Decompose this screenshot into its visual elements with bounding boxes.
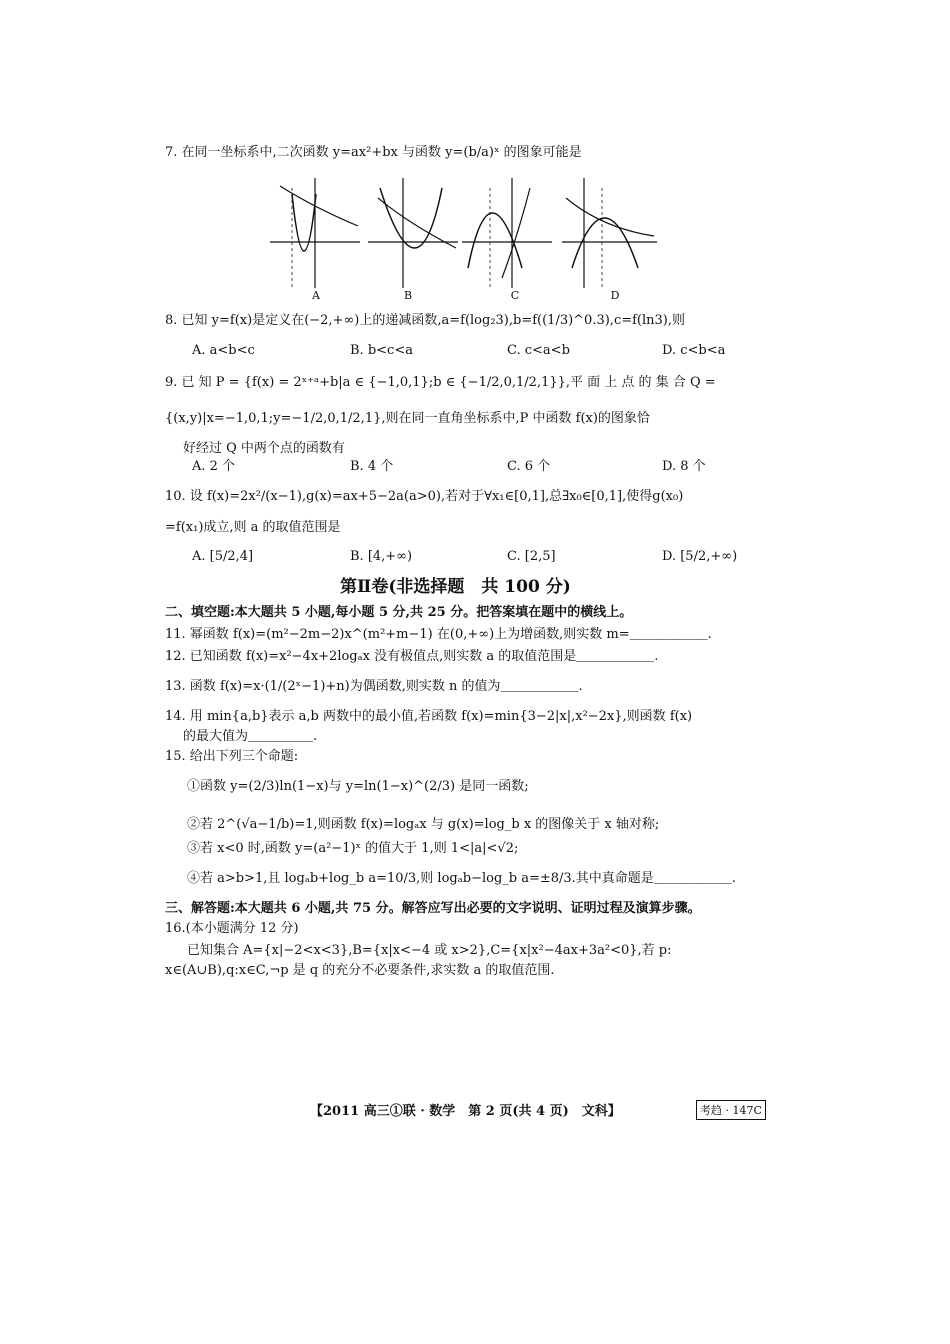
graph-d-label: D bbox=[610, 289, 620, 302]
q10-line1: 10. 设 f(x)=2x²/(x−1),g(x)=ax+5−2a(a>0),若对于∀x₁∈[0,1],总∃x₀∈[0,1],使得g(x₀) bbox=[165, 489, 684, 504]
graph-a bbox=[270, 178, 360, 288]
q9-line1: 9. 已 知 P = {f(x) = 2ˣ⁺ᵃ+b|a ∈ {−1,0,1};b ∈ {−1/2,0,1/2,1}},平 面 上 点 的 集 合 Q = bbox=[165, 375, 716, 390]
q9-option-c: C. 6 个 bbox=[507, 459, 551, 474]
q7-text: 7. 在同一坐标系中,二次函数 y=ax²+bx 与函数 y=(b/a)ˣ 的图象可能是 bbox=[165, 145, 582, 160]
q10-option-a: A. [5/2,4] bbox=[192, 549, 254, 564]
q15-item-1: ①函数 y=(2/3)ln(1−x)与 y=ln(1−x)^(2/3) 是同一函数; bbox=[187, 779, 529, 794]
q11-text: 11. 幂函数 f(x)=(m²−2m−2)x^(m²+m−1) 在(0,+∞)上为增函数,则实数 m=＿＿＿＿＿＿. bbox=[165, 627, 712, 642]
section2-title: 第Ⅱ卷(非选择题 共 100 分) bbox=[340, 577, 571, 597]
page-footer: 【2011 高三①联 · 数学 第 2 页(共 4 页) 文科】 bbox=[310, 1104, 621, 1119]
q8-option-a: A. a<b<c bbox=[192, 343, 255, 358]
q10-option-b: B. [4,+∞) bbox=[350, 549, 413, 564]
q9-line2: {(x,y)|x=−1,0,1;y=−1/2,0,1/2,1},则在同一直角坐标系中,P 中函数 f(x)的图象恰 bbox=[165, 411, 650, 426]
q10-line2: =f(x₁)成立,则 a 的取值范围是 bbox=[165, 520, 341, 535]
q16-line2: x∈(A∪B),q:x∈C,¬p 是 q 的充分不必要条件,求实数 a 的取值范围. bbox=[165, 963, 555, 978]
graph-b-label: B bbox=[403, 289, 413, 302]
q9-line3: 好经过 Q 中两个点的函数有 bbox=[183, 441, 345, 456]
solve-header: 三、解答题:本大题共 6 小题,共 75 分。解答应写出必要的文字说明、证明过程及演算步骤。 bbox=[165, 901, 701, 916]
graph-c bbox=[462, 178, 552, 288]
q9-option-a: A. 2 个 bbox=[192, 459, 236, 474]
footer-badge: 考趋 · 147C bbox=[696, 1100, 766, 1120]
q8-option-c: C. c<a<b bbox=[507, 343, 570, 358]
q9-option-b: B. 4 个 bbox=[350, 459, 394, 474]
q9-option-d: D. 8 个 bbox=[662, 459, 706, 474]
graph-a-label: A bbox=[312, 289, 320, 302]
q14-line1: 14. 用 min{a,b}表示 a,b 两数中的最小值,若函数 f(x)=min{3−2|x|,x²−2x},则函数 f(x) bbox=[165, 709, 693, 724]
graph-b bbox=[368, 178, 458, 288]
q15-item-3: ③若 x<0 时,函数 y=(a²−1)ˣ 的值大于 1,则 1<|a|<√2; bbox=[187, 841, 519, 856]
q15-item-2: ②若 2^(√a−1/b)=1,则函数 f(x)=logₐx 与 g(x)=log_b x 的图像关于 x 轴对称; bbox=[187, 817, 660, 832]
graph-d bbox=[562, 178, 657, 288]
q10-option-d: D. [5/2,+∞) bbox=[662, 549, 738, 564]
q13-text: 13. 函数 f(x)=x·(1/(2ˣ−1)+n)为偶函数,则实数 n 的值为＿＿＿＿＿＿. bbox=[165, 679, 583, 694]
q10-option-c: C. [2,5] bbox=[507, 549, 556, 564]
q8-text: 8. 已知 y=f(x)是定义在(−2,+∞)上的递减函数,a=f(log₂3),b=f((1/3)^0.3),c=f(ln3),则 bbox=[165, 313, 686, 328]
fill-blank-header: 二、填空题:本大题共 5 小题,每小题 5 分,共 25 分。把答案填在题中的横线上。 bbox=[165, 605, 633, 620]
q16-line1: 已知集合 A={x|−2<x<3},B={x|x<−4 或 x>2},C={x|x²−4ax+3a²<0},若 p: bbox=[187, 943, 672, 958]
q16-title: 16.(本小题满分 12 分) bbox=[165, 921, 299, 936]
graph-c-label: C bbox=[510, 289, 520, 302]
q8-option-d: D. c<b<a bbox=[662, 343, 726, 358]
q15-item-4: ④若 a>b>1,且 logₐb+log_b a=10/3,则 logₐb−log_b a=±8/3.其中真命题是＿＿＿＿＿＿. bbox=[187, 871, 736, 886]
q12-text: 12. 已知函数 f(x)=x²−4x+2logₐx 没有极值点,则实数 a 的取值范围是＿＿＿＿＿＿. bbox=[165, 649, 659, 664]
q15-text: 15. 给出下列三个命题: bbox=[165, 749, 299, 764]
q8-option-b: B. b<c<a bbox=[350, 343, 413, 358]
q14-line2: 的最大值为＿＿＿＿＿. bbox=[183, 729, 318, 744]
